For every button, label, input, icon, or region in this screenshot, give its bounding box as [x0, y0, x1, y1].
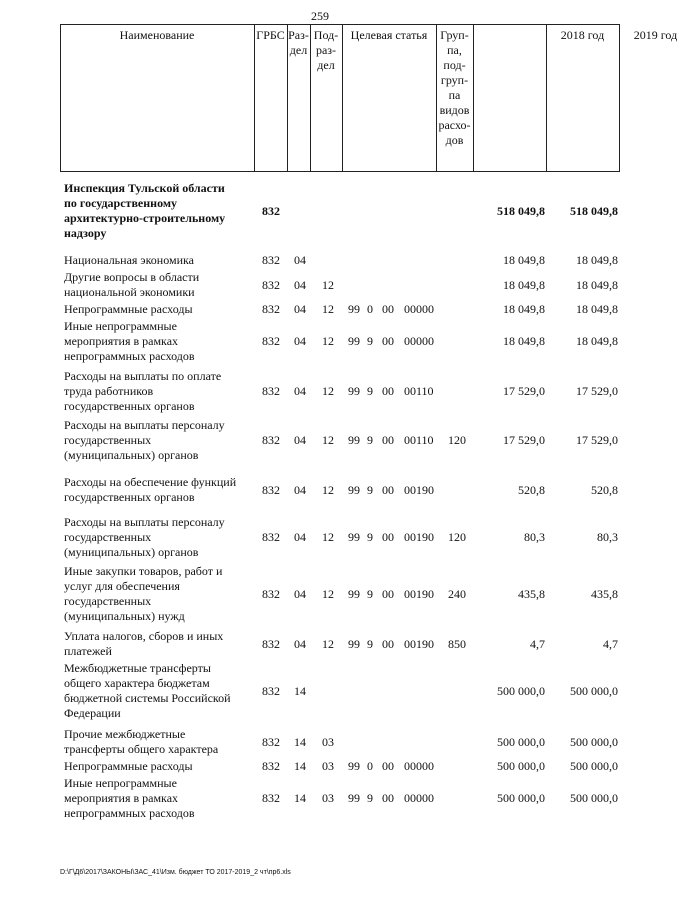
row-podrazdel: 12: [322, 587, 334, 601]
row-2018: 18 049,8: [503, 302, 545, 316]
row-name-line: Расходы на выплаты персоналу: [64, 418, 225, 432]
row-name: [64, 475, 254, 505]
header-divider: [473, 25, 474, 171]
row-name-line: Непрограммные расходы: [64, 759, 193, 773]
row-podrazdel: 03: [322, 791, 334, 805]
row-name: [64, 369, 254, 414]
row-name: [64, 759, 254, 774]
row-name-line: (муниципальных) органов: [64, 545, 199, 559]
row-2018: 500 000,0: [497, 684, 545, 698]
header-razdel: [287, 28, 310, 58]
header-name: Наименование: [119, 28, 195, 42]
row-grbs: 832: [262, 759, 280, 773]
header-line: Под-: [313, 28, 339, 42]
row-razdel: 04: [294, 637, 306, 651]
row-podrazdel: 12: [322, 334, 334, 348]
row-2019: 17 529,0: [576, 384, 618, 398]
row-2019: 18 049,8: [576, 334, 618, 348]
row-target-subprogram: 9: [367, 530, 373, 544]
row-2018: 18 049,8: [503, 334, 545, 348]
row-grbs: 832: [262, 384, 280, 398]
row-2019: 518 049,8: [570, 204, 618, 218]
row-2018: 500 000,0: [497, 759, 545, 773]
row-name: [64, 564, 254, 624]
row-name-line: мероприятия в рамках: [64, 791, 179, 805]
row-target-subprogram: 0: [367, 302, 373, 316]
row-target-code: 00000: [404, 759, 434, 773]
row-target-program: 99: [348, 530, 360, 544]
row-target-code: 00190: [404, 530, 434, 544]
row-name-line: Федерации: [64, 706, 121, 720]
row-podrazdel: 12: [322, 384, 334, 398]
header-line: видов: [439, 103, 470, 117]
row-2019: 80,3: [597, 530, 618, 544]
header-line: под-: [443, 58, 466, 72]
row-name-line: государственных органов: [64, 490, 195, 504]
row-razdel: 04: [294, 334, 306, 348]
row-target-subprogram: 9: [367, 587, 373, 601]
row-2018: 80,3: [524, 530, 545, 544]
row-expense-type: 240: [448, 587, 466, 601]
row-name-line: Непрограммные расходы: [64, 302, 193, 316]
row-2019: 18 049,8: [576, 278, 618, 292]
header-divider: [619, 25, 620, 171]
row-razdel: 04: [294, 483, 306, 497]
row-razdel: 14: [294, 759, 306, 773]
row-name-line: Другие вопросы в области: [64, 270, 200, 284]
row-target-code: 00110: [404, 433, 434, 447]
row-target-code: 00000: [404, 302, 434, 316]
row-expense-type: 120: [448, 433, 466, 447]
row-name: [64, 253, 254, 268]
row-razdel: 04: [294, 253, 306, 267]
row-name-line: государственных органов: [64, 399, 195, 413]
row-name-line: Иные закупки товаров, работ и: [64, 564, 223, 578]
row-2018: 520,8: [518, 483, 545, 497]
row-target-program: 99: [348, 384, 360, 398]
header-line: па: [448, 88, 461, 102]
row-name: [64, 776, 254, 821]
row-name-line: услуг для обеспечения: [64, 579, 180, 593]
row-name-line: Расходы на выплаты персоналу: [64, 515, 225, 529]
row-razdel: 04: [294, 278, 306, 292]
row-name-line: Иные непрограммные: [64, 776, 177, 790]
row-grbs: 832: [262, 302, 280, 316]
row-target-event: 00: [382, 530, 394, 544]
row-2019: 500 000,0: [570, 759, 618, 773]
row-grbs: 832: [262, 637, 280, 651]
row-target-code: 00190: [404, 587, 434, 601]
row-target-program: 99: [348, 433, 360, 447]
row-podrazdel: 12: [322, 433, 334, 447]
row-name-line: Расходы на выплаты по оплате: [64, 369, 222, 383]
row-razdel: 14: [294, 791, 306, 805]
row-razdel: 04: [294, 384, 306, 398]
row-name-line: Расходы на обеспечение функций: [64, 475, 237, 489]
row-2018: 18 049,8: [503, 253, 545, 267]
row-target-subprogram: 9: [367, 791, 373, 805]
row-2018: 500 000,0: [497, 791, 545, 805]
row-name-line: труда работников: [64, 384, 154, 398]
row-target-event: 00: [382, 587, 394, 601]
row-name-line: трансферты общего характера: [64, 742, 219, 756]
header-line: дов: [445, 133, 464, 147]
row-razdel: 04: [294, 302, 306, 316]
row-name: [64, 302, 254, 317]
row-grbs: 832: [262, 278, 280, 292]
row-name: [64, 181, 254, 241]
row-2018: 500 000,0: [497, 735, 545, 749]
row-target-subprogram: 9: [367, 384, 373, 398]
header-line: расхо-: [438, 118, 471, 132]
table-header: [60, 24, 678, 172]
header-line: груп-: [440, 73, 469, 87]
header-divider: [254, 25, 255, 171]
row-grbs: 832: [262, 334, 280, 348]
row-grbs: 832: [262, 791, 280, 805]
row-name: [64, 515, 254, 560]
row-grbs: 832: [262, 204, 280, 218]
row-2018: 18 049,8: [503, 278, 545, 292]
row-name-line: архитектурно-строительному: [64, 211, 226, 225]
row-name: [64, 727, 254, 757]
header-2019: 2019 год: [633, 28, 678, 42]
row-2019: 500 000,0: [570, 735, 618, 749]
row-name-line: государственных: [64, 594, 152, 608]
row-name-line: (муниципальных) органов: [64, 448, 199, 462]
header-line: дел: [289, 43, 308, 57]
row-target-subprogram: 9: [367, 334, 373, 348]
row-target-subprogram: 9: [367, 637, 373, 651]
row-razdel: 04: [294, 530, 306, 544]
row-razdel: 14: [294, 684, 306, 698]
row-2019: 18 049,8: [576, 302, 618, 316]
header-line: дел: [317, 58, 335, 72]
row-grbs: 832: [262, 684, 280, 698]
row-target-code: 00000: [404, 791, 434, 805]
header-line: раз-: [315, 43, 337, 57]
row-name: [64, 270, 254, 300]
row-target-program: 99: [348, 637, 360, 651]
header-line: Раз-: [288, 28, 309, 42]
row-name-line: Уплата налогов, сборов и иных: [64, 629, 224, 643]
row-name-line: бюджетной системы Российской: [64, 691, 231, 705]
row-razdel: 04: [294, 587, 306, 601]
row-name-line: платежей: [64, 644, 112, 658]
row-target-event: 00: [382, 302, 394, 316]
row-grbs: 832: [262, 587, 280, 601]
row-target-event: 00: [382, 791, 394, 805]
row-name-line: непрограммных расходов: [64, 806, 195, 820]
row-name: [64, 319, 254, 364]
row-name-line: (муниципальных) нужд: [64, 609, 185, 623]
header-divider: [60, 25, 61, 171]
row-podrazdel: 12: [322, 637, 334, 651]
row-podrazdel: 03: [322, 735, 334, 749]
row-name: [64, 418, 254, 463]
row-2019: 435,8: [591, 587, 618, 601]
row-name-line: мероприятия в рамках: [64, 334, 179, 348]
row-podrazdel: 03: [322, 759, 334, 773]
row-name-line: Инспекция Тульской области: [64, 181, 225, 195]
row-name-line: надзору: [64, 226, 107, 240]
row-podrazdel: 12: [322, 302, 334, 316]
header-vid: [436, 28, 473, 148]
file-path-footer: D:\Г\Д6\2017\ЗАКОНЫ\ЗАС_41\Изм. бюджет ТО 2017-2019_2 чт\пр6.xls: [60, 869, 291, 876]
row-target-event: 00: [382, 637, 394, 651]
row-name: [64, 629, 254, 659]
row-name-line: государственных: [64, 530, 152, 544]
row-podrazdel: 12: [322, 278, 334, 292]
row-name-line: Прочие межбюджетные: [64, 727, 186, 741]
row-2019: 500 000,0: [570, 684, 618, 698]
row-podrazdel: 12: [322, 483, 334, 497]
header-grbs: ГРБС: [256, 28, 285, 42]
row-2018: 518 049,8: [497, 204, 545, 218]
row-target-event: 00: [382, 483, 394, 497]
row-2018: 435,8: [518, 587, 545, 601]
row-grbs: 832: [262, 483, 280, 497]
row-grbs: 832: [262, 253, 280, 267]
row-target-code: 00190: [404, 483, 434, 497]
header-2018: 2018 год: [560, 28, 605, 42]
row-grbs: 832: [262, 530, 280, 544]
row-target-subprogram: 9: [367, 483, 373, 497]
row-target-event: 00: [382, 334, 394, 348]
row-2018: 17 529,0: [503, 384, 545, 398]
row-target-program: 99: [348, 483, 360, 497]
row-target-program: 99: [348, 334, 360, 348]
row-2019: 520,8: [591, 483, 618, 497]
row-name-line: Национальная экономика: [64, 253, 194, 267]
row-target-program: 99: [348, 302, 360, 316]
row-target-subprogram: 0: [367, 759, 373, 773]
row-grbs: 832: [262, 735, 280, 749]
row-target-event: 00: [382, 384, 394, 398]
row-target-subprogram: 9: [367, 433, 373, 447]
row-2018: 4,7: [530, 637, 545, 651]
row-2019: 17 529,0: [576, 433, 618, 447]
row-target-code: 00000: [404, 334, 434, 348]
header-line: па,: [447, 43, 462, 57]
row-2019: 4,7: [603, 637, 618, 651]
page-number: 259: [311, 9, 329, 23]
row-razdel: 04: [294, 433, 306, 447]
row-target-program: 99: [348, 759, 360, 773]
row-name-line: непрограммных расходов: [64, 349, 195, 363]
row-name-line: Иные непрограммные: [64, 319, 177, 333]
row-expense-type: 120: [448, 530, 466, 544]
row-2019: 18 049,8: [576, 253, 618, 267]
row-name-line: государственных: [64, 433, 152, 447]
row-expense-type: 850: [448, 637, 466, 651]
row-2018: 17 529,0: [503, 433, 545, 447]
row-target-event: 00: [382, 759, 394, 773]
row-target-event: 00: [382, 433, 394, 447]
row-name-line: общего характера бюджетам: [64, 676, 210, 690]
row-name-line: национальной экономики: [64, 285, 195, 299]
row-name-line: Межбюджетные трансферты: [64, 661, 211, 675]
row-name-line: по государственному: [64, 196, 178, 210]
row-razdel: 14: [294, 735, 306, 749]
row-2019: 500 000,0: [570, 791, 618, 805]
row-name: [64, 661, 254, 721]
header-podrazdel: [310, 28, 342, 73]
header-divider: [342, 25, 343, 171]
header-divider: [546, 25, 547, 171]
row-target-program: 99: [348, 587, 360, 601]
header-target: Целевая статья: [350, 28, 428, 42]
row-podrazdel: 12: [322, 530, 334, 544]
row-target-code: 00110: [404, 384, 434, 398]
row-target-program: 99: [348, 791, 360, 805]
row-grbs: 832: [262, 433, 280, 447]
header-line: Груп-: [440, 28, 469, 42]
row-target-code: 00190: [404, 637, 434, 651]
